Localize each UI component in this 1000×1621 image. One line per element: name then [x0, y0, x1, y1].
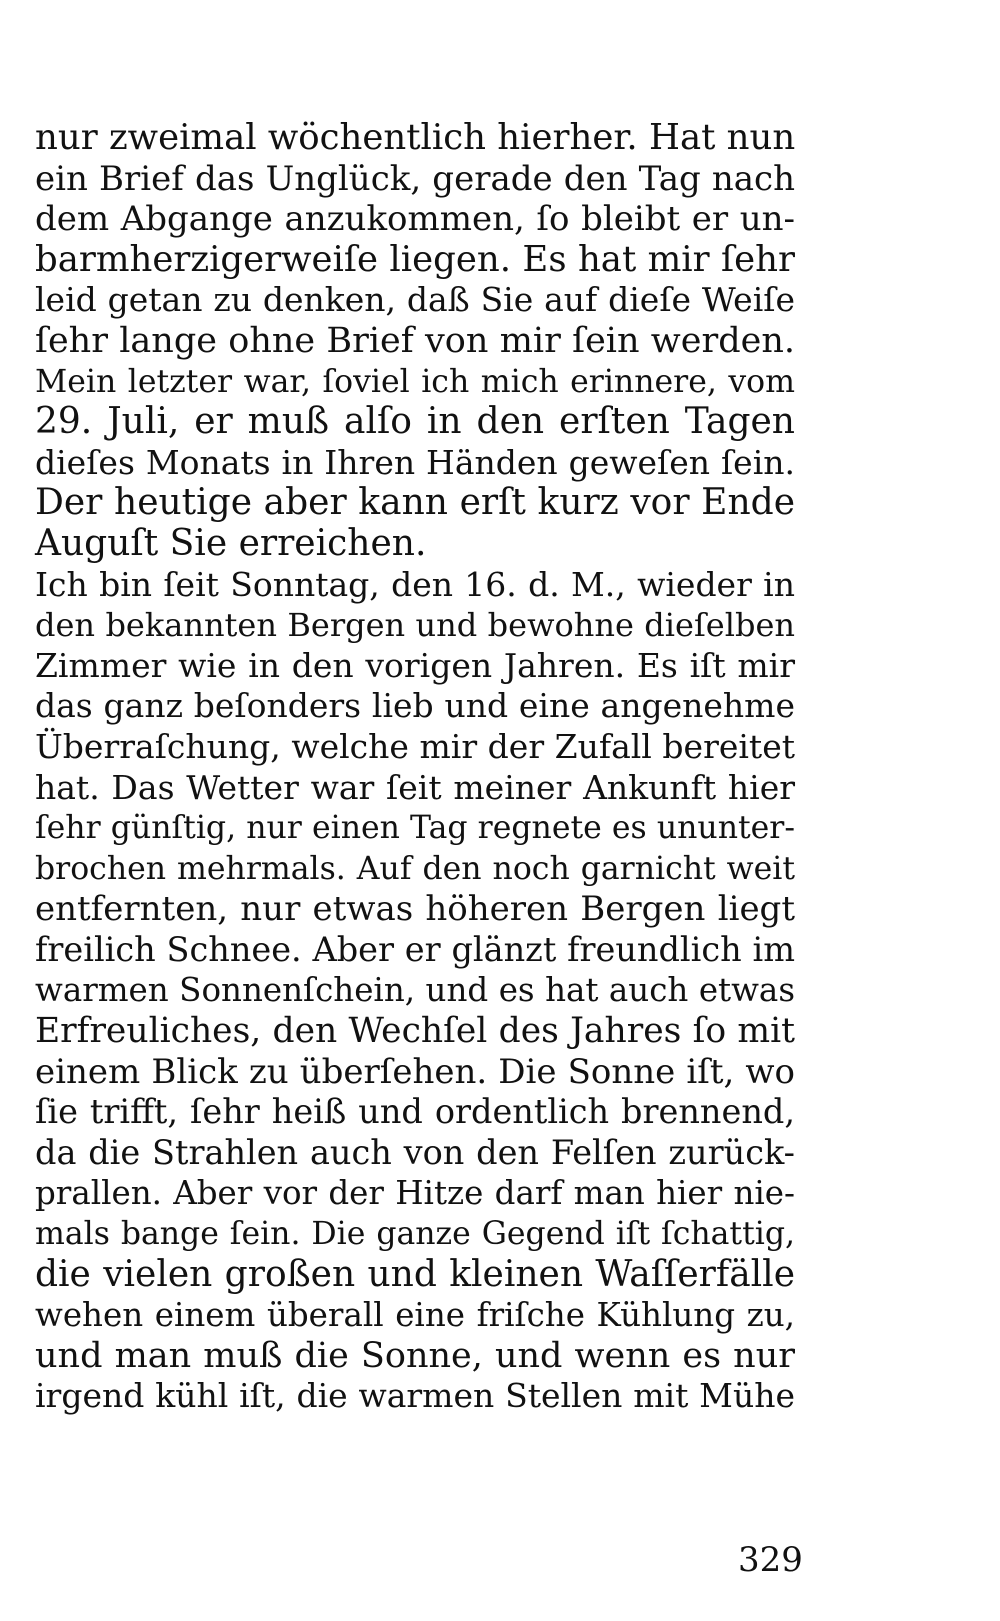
text-line: den bekannten Bergen und bewohne dieſelben: [35, 606, 795, 645]
text-line: da die Strahlen auch von den Felſen zurück-: [35, 1132, 795, 1172]
text-line: Ich bin ſeit Sonntag, den 16. d. M., wieder in: [35, 564, 795, 604]
text-line: ſie trifft, ſehr heiß und ordentlich brennend,: [35, 1092, 795, 1132]
text-line: die vielen großen und kleinen Waſſerfälle: [35, 1253, 795, 1295]
text-line: Mein letzter war, ſoviel ich mich erinnere, vom: [35, 363, 795, 400]
text-line: barmherzigerweiſe liegen. Es hat mir ſehr: [35, 238, 795, 280]
text-line: ein Brief das Unglück, gerade den Tag nach: [35, 158, 795, 199]
text-line: entfernten, nur etwas höheren Bergen liegt: [35, 889, 795, 930]
text-line: prallen. Aber vor der Hitze darf man hier nie-: [35, 1174, 795, 1213]
text-line: Zimmer wie in den vorigen Jahren. Es iſt mir: [35, 645, 795, 685]
text-line: das ganz beſonders lieb und eine angenehme: [35, 686, 795, 726]
text-line: einem Blick zu überſehen. Die Sonne iſt, wo: [35, 1051, 795, 1092]
text-line: leid getan zu denken, daß Sie auf dieſe Weiſe: [35, 280, 795, 320]
text-line: hat. Das Wetter war ſeit meiner Ankunft hier: [35, 767, 795, 807]
text-line: Erfreuliches, den Wechſel des Jahres ſo mit: [35, 1011, 795, 1052]
text-line: nur zweimal wöchentlich hierher. Hat nun: [35, 117, 796, 158]
text-line: dieſes Monats in Ihren Händen geweſen ſein.: [35, 442, 795, 482]
text-line: Der heutige aber kann erſt kurz vor Ende: [35, 482, 795, 524]
text-line: 29. Juli, er muß alſo in den erſten Tagen: [35, 401, 795, 443]
text-line: freilich Schnee. Aber er glänzt freundlich im: [35, 929, 795, 969]
text-line: ſehr lange ohne Brief von mir ſein werden.: [35, 320, 795, 361]
text-line: mals bange ſein. Die ganze Gegend iſt ſchattig,: [35, 1216, 795, 1253]
text-line: warmen Sonnenſchein, und es hat auch etwas: [35, 971, 795, 1010]
text-line: dem Abgange anzukommen, ſo bleibt er un-: [35, 199, 795, 240]
body-text: [35, 118, 795, 1417]
text-line: und man muß die Sonne, und wenn es nur: [35, 1335, 795, 1376]
text-line: wehen einem überall eine friſche Kühlung zu,: [35, 1296, 795, 1335]
text-line: ſehr günſtig, nur einen Tag regnete es ununter-: [35, 810, 795, 847]
page-number: 329: [738, 1540, 803, 1580]
text-line: irgend kühl iſt, die warmen Stellen mit Mühe: [35, 1376, 795, 1416]
text-line: Überraſchung, welche mir der Zufall bereitet: [35, 726, 795, 766]
text-line: Auguſt Sie erreichen.: [35, 522, 427, 564]
text-line: brochen mehrmals. Auf den noch garnicht weit: [35, 850, 795, 887]
